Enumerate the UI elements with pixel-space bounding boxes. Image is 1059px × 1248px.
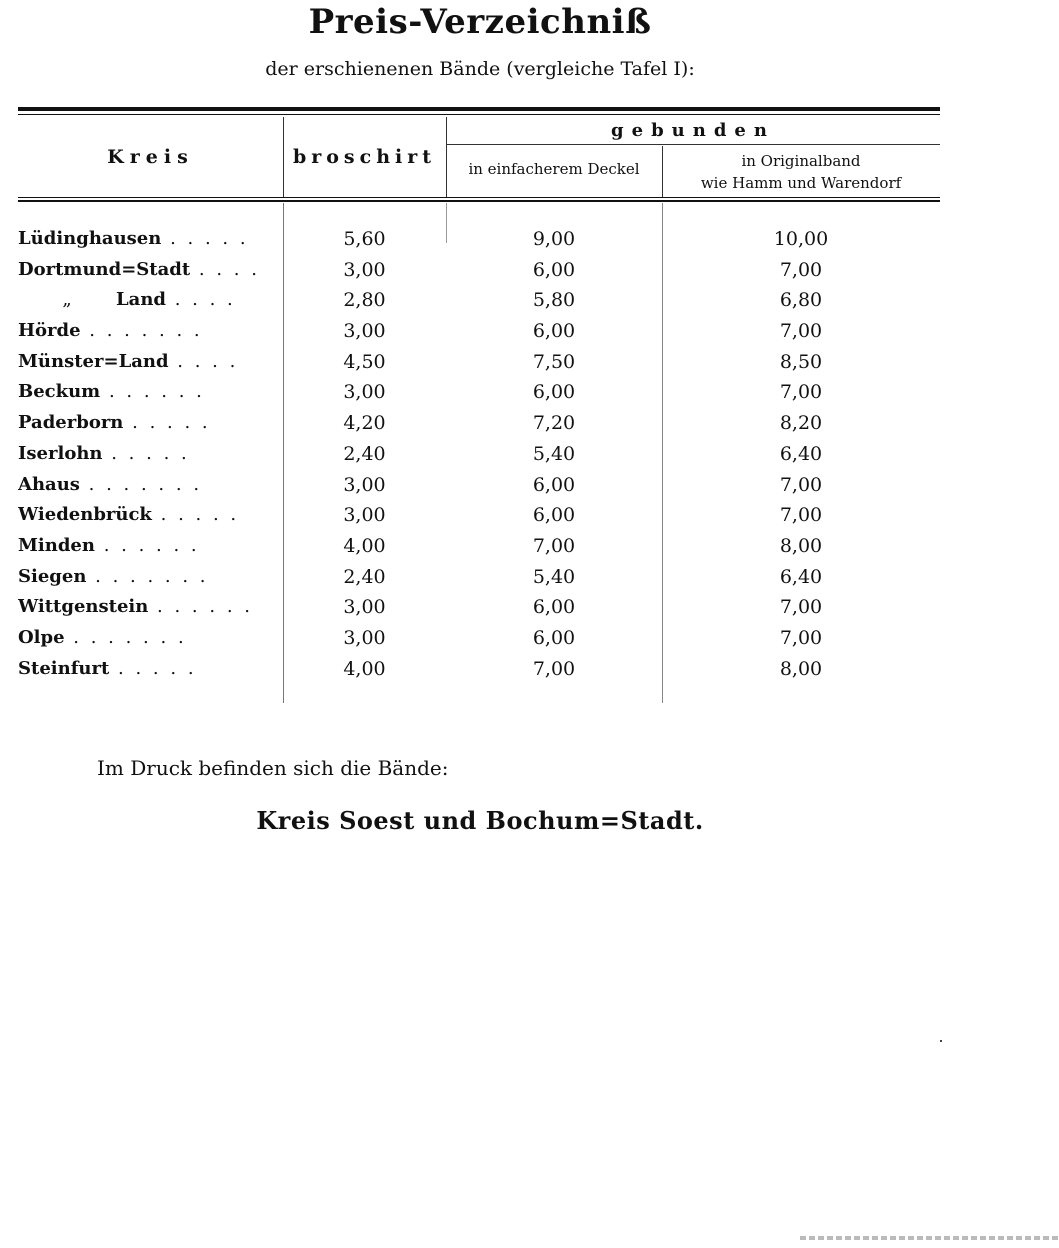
leader-dots: . . . .	[168, 350, 239, 372]
leader-dots: . . . . .	[161, 228, 249, 249]
scan-edge-mark	[800, 1236, 1059, 1240]
row-original: 7,00	[779, 626, 823, 649]
row-kreis: Hörde	[18, 320, 81, 342]
row-original: 7,00	[779, 473, 823, 496]
row-einfach: 7,00	[532, 534, 576, 557]
table-row	[18, 500, 940, 531]
row-original: 8,00	[779, 534, 823, 557]
row-kreis: Siegen	[18, 565, 87, 587]
row-broschirt: 3,00	[343, 258, 386, 281]
table-top-rule-thick	[18, 107, 940, 111]
row-einfach: 5,80	[532, 289, 576, 312]
row-broschirt: 4,20	[343, 412, 386, 435]
row-kreis: Olpe	[18, 626, 65, 648]
in-press-label: Im Druck befinden sich die Bände:	[97, 756, 449, 780]
row-kreis: Lüdinghausen	[18, 228, 162, 249]
row-broschirt: 3,00	[343, 473, 386, 496]
leader-dots: . . . . . . .	[79, 473, 203, 495]
row-broschirt: 4,00	[343, 534, 386, 557]
row-einfach: 6,00	[532, 320, 576, 343]
row-einfach: 6,00	[532, 258, 576, 281]
row-original: 8,00	[779, 657, 823, 680]
row-broschirt: 2,40	[343, 442, 386, 465]
header-kreis: Kreis	[107, 146, 194, 168]
row-einfach: 6,00	[532, 504, 576, 527]
table-row	[18, 470, 940, 501]
row-broschirt: 3,00	[343, 504, 386, 527]
table-row	[18, 592, 940, 623]
leader-dots: . . . . . .	[94, 534, 200, 556]
row-original: 6,40	[779, 565, 823, 588]
header-original-line1: in Originalband	[741, 152, 861, 170]
row-kreis: Minden	[18, 534, 95, 556]
row-broschirt: 2,40	[343, 565, 386, 588]
row-kreis: Land	[116, 289, 166, 311]
header-bottom-rule-thick	[18, 200, 940, 202]
table-row	[18, 654, 940, 685]
row-kreis: Wittgenstein	[18, 596, 149, 618]
header-bottom-rule-thin	[18, 197, 940, 198]
row-kreis: Wiedenbrück	[18, 504, 152, 526]
row-original: 8,20	[779, 412, 823, 435]
scan-speck	[940, 1040, 942, 1042]
leader-dots: . . . . . . .	[80, 320, 203, 342]
leader-dots: . . . . .	[151, 504, 240, 526]
header-broschirt: broschirt	[292, 146, 437, 168]
leader-dots: . . . . . . .	[64, 626, 187, 648]
row-kreis: Iserlohn	[18, 442, 103, 464]
row-kreis: Beckum	[18, 381, 101, 403]
row-einfach: 6,00	[532, 381, 576, 404]
row-broschirt: 3,00	[343, 320, 386, 343]
table-row	[18, 623, 940, 654]
row-broschirt: 5,60	[343, 228, 386, 250]
leader-dots: . . . .	[190, 258, 260, 280]
row-original: 7,00	[779, 381, 823, 404]
ditto-mark: „	[62, 289, 72, 311]
table-row	[18, 408, 940, 439]
leader-dots: . . . .	[166, 289, 236, 311]
row-kreis: Münster=Land	[18, 350, 169, 372]
row-kreis: Ahaus	[18, 473, 80, 495]
table-row	[18, 562, 940, 593]
leader-dots: . . . . . .	[148, 596, 253, 618]
table-row	[18, 285, 940, 316]
row-einfach: 9,00	[532, 228, 576, 250]
leader-dots: . . . . .	[102, 442, 190, 464]
row-einfach: 7,00	[532, 657, 576, 680]
row-original: 7,00	[779, 320, 823, 343]
leader-dots: . . . . . . .	[86, 565, 209, 587]
row-einfach: 7,20	[532, 412, 576, 435]
gebunden-underline	[446, 144, 940, 145]
header-original	[662, 150, 940, 194]
row-broschirt: 4,50	[343, 350, 386, 373]
row-einfach: 5,40	[532, 565, 576, 588]
page-title: Preis-Verzeichniß	[308, 2, 652, 42]
table-row	[18, 224, 940, 255]
row-original: 10,00	[773, 228, 829, 250]
leader-dots: . . . . . .	[100, 381, 205, 403]
row-original: 7,00	[779, 596, 823, 619]
row-broschirt: 3,00	[343, 626, 386, 649]
row-kreis: Dortmund=Stadt	[18, 258, 191, 280]
header-original-line2: wie Hamm und Warendorf	[700, 174, 902, 192]
table-row	[18, 439, 940, 470]
row-broschirt: 4,00	[343, 657, 386, 680]
price-table-body	[18, 224, 940, 684]
row-broschirt: 3,00	[343, 596, 386, 619]
row-broschirt: 3,00	[343, 381, 386, 404]
row-einfach: 6,00	[532, 473, 576, 496]
row-original: 6,80	[779, 289, 823, 312]
row-kreis: Paderborn	[18, 412, 124, 434]
table-row	[18, 377, 940, 408]
row-original: 7,00	[779, 258, 823, 281]
row-einfach: 6,00	[532, 596, 576, 619]
row-original: 7,00	[779, 504, 823, 527]
row-einfach: 6,00	[532, 626, 576, 649]
table-top-rule-thin	[18, 114, 940, 115]
table-row	[18, 531, 940, 562]
page-subtitle: der erschienenen Bände (vergleiche Tafel I):	[265, 58, 695, 80]
table-row	[18, 347, 940, 378]
table-row	[18, 255, 940, 286]
row-original: 6,40	[779, 442, 823, 465]
leader-dots: . . . . .	[109, 657, 197, 679]
row-original: 8,50	[779, 350, 823, 373]
table-row	[18, 316, 940, 347]
row-broschirt: 2,80	[343, 289, 386, 312]
leader-dots: . . . . .	[123, 412, 211, 434]
row-einfach: 7,50	[532, 350, 576, 373]
in-press-volumes: Kreis Soest und Bochum=Stadt.	[256, 806, 704, 835]
header-gebunden: gebunden	[611, 120, 775, 141]
row-kreis: Steinfurt	[18, 657, 110, 679]
header-einfach: in einfacherem Deckel	[468, 160, 640, 178]
row-einfach: 5,40	[532, 442, 576, 465]
